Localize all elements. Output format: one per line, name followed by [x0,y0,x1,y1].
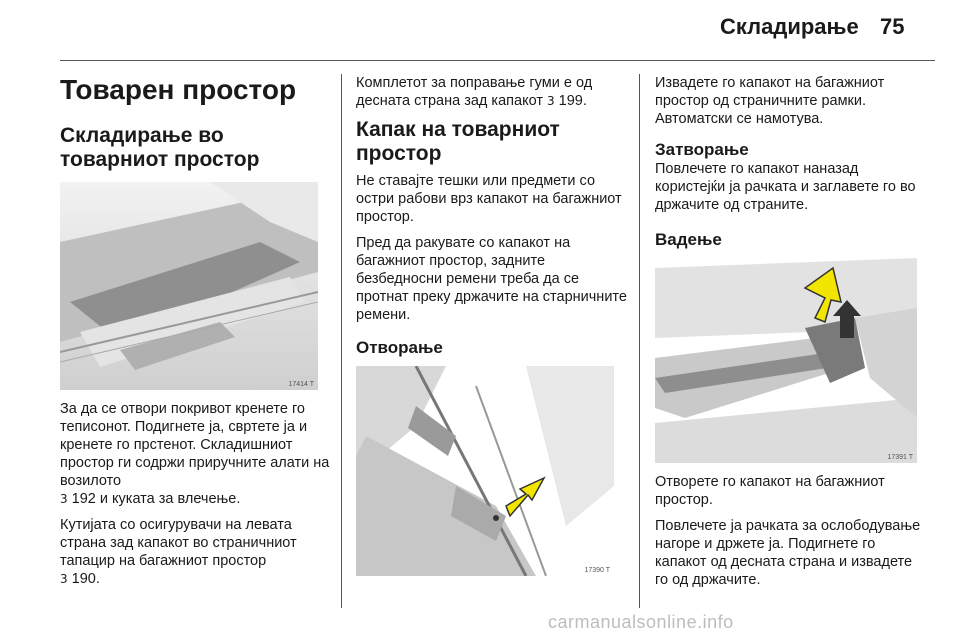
paragraph: Повлечете ја рачката за ослободување нагоре и држете ја. Подигнете го капакот од десната страна и извадете го од држачите. [655,518,921,588]
figure-storage-floor [60,182,318,390]
running-header-title: Складирање [720,14,859,39]
column-divider-right [639,74,640,608]
subheading-close: Затворање [655,140,749,159]
trunk-floor-illustration [60,182,318,390]
cover-open-illustration [356,366,614,576]
header-divider [60,60,935,61]
page-ref-icon: 3 [547,94,555,108]
page-number: 75 [880,14,905,39]
section-heading: Капак на товарниот простор [356,118,560,165]
section-subtitle: Складирање во товарниот простор [60,124,260,171]
column-2 [356,74,628,586]
column-1 [60,74,330,596]
paragraph: Пред да ракувате со капакот на багажниот простор, задните безбедносни ремени треба да се протнат преку држачите на старничните ремени. [356,235,627,323]
section-title: Товарен простор [60,74,297,105]
figure-open-cover [356,366,614,576]
page-ref-icon: 3 [60,572,68,586]
paragraph: Кутијата со осигурувачи на левата страна зад капакот во страничниот тапацир на багажниот простор 3 190. [60,517,297,587]
cover-remove-illustration [655,258,917,463]
subheading-remove: Вадење [655,230,722,249]
figure-code: 17390 T [584,567,610,574]
paragraph: Не ставајте тешки или предмети со остри рабови врз капакот на багажниот простор. [356,173,622,225]
column-3 [655,74,925,597]
figure-code: 17391 T [887,454,913,461]
figure-code: 17414 T [288,381,314,388]
page-ref-icon: 3 [60,492,68,506]
paragraph: За да се отвори покривот кренете го теписонот. Подигнете ја, свртете ја и кренете го прстенот. Складишниот простор ги содржи приручните алати на возилото 3 192 и куката за влечење. [60,401,330,507]
subheading-open: Отворање [356,338,443,357]
paragraph: Комплетот за поправање гуми е од десната страна зад капакот 3 199. [356,75,593,109]
figure-remove-cover [655,258,917,463]
paragraph: Повлечете го капакот наназад користејќи ја рачката и заглавете го во држачите од страните. [655,161,916,213]
paragraph: Отворете го капакот на багажниот простор. [655,474,885,508]
paragraph: Извадете го капакот на багажниот простор од страничните рамки. Автоматски се намотува. [655,75,885,127]
watermark: carmanualsonline.info [548,612,734,632]
column-divider-left [341,74,342,608]
